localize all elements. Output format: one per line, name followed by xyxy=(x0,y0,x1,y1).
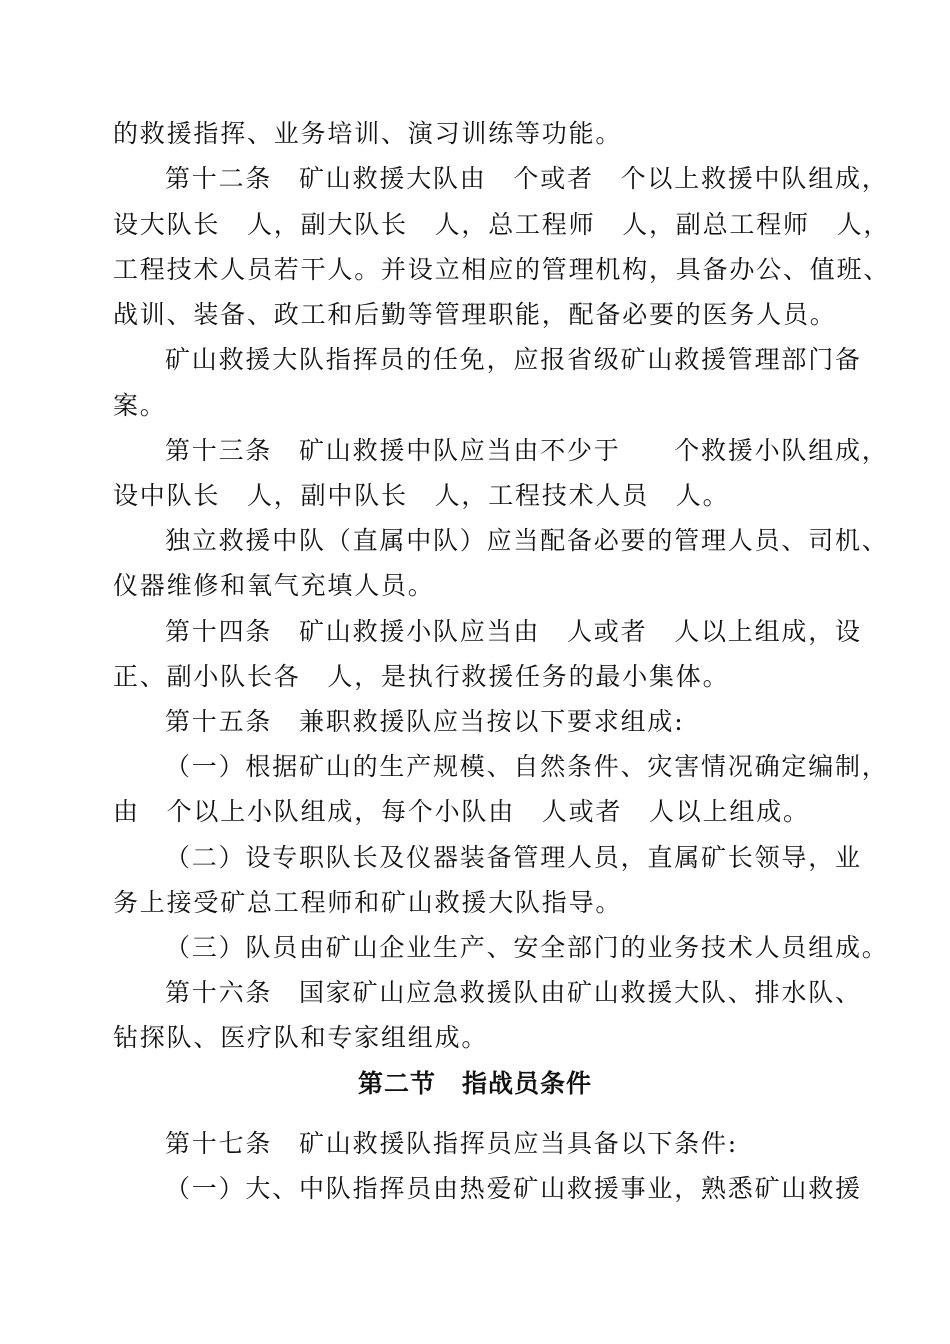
list-item-line: （一）大、中队指挥员由热爱矿山救援事业，熟悉矿山救援 xyxy=(165,1174,862,1203)
text-line: 战训、装备、政工和后勤等管理职能，配备必要的医务人员。 xyxy=(113,300,837,329)
text-line: 矿山救援大队指挥员的任免，应报省级矿山救援管理部门备 xyxy=(165,345,862,374)
list-item-line: （三）队员由矿山企业生产、安全部门的业务技术人员组成。 xyxy=(165,933,889,962)
text-line: 独立救援中队（直属中队）应当配备必要的管理人员、司机、 xyxy=(165,526,889,555)
article-16-line: 第十六条 国家矿山应急救援队由矿山救援大队、排水队、 xyxy=(165,978,862,1007)
text-line: 由 个以上小队组成，每个小队由 人或者 人以上组成。 xyxy=(113,797,810,826)
text-line: 案。 xyxy=(113,391,167,420)
text-line: 仪器维修和氧气充填人员。 xyxy=(113,571,435,600)
article-15-line: 第十五条 兼职救援队应当按以下要求组成: xyxy=(165,707,685,736)
text-line: 设大队长 人，副大队长 人，总工程师 人，副总工程师 人， xyxy=(113,210,891,239)
article-12-line: 第十二条 矿山救援大队由 个或者 个以上救援中队组成， xyxy=(165,164,889,193)
article-13-line: 第十三条 矿山救援中队应当由不少于 个救援小队组成， xyxy=(165,436,889,465)
text-line: 的救援指挥、业务培训、演习训练等功能。 xyxy=(113,119,623,148)
list-item-line: （一）根据矿山的生产规模、自然条件、灾害情况确定编制， xyxy=(165,752,889,781)
text-line: 钻探队、医疗队和专家组组成。 xyxy=(113,1023,489,1052)
text-line: 设中队长 人，副中队长 人，工程技术人员 人。 xyxy=(113,481,730,510)
text-line: 工程技术人员若干人。并设立相应的管理机构，具备办公、值班、 xyxy=(113,255,891,284)
article-17-line: 第十七条 矿山救援队指挥员应当具备以下条件: xyxy=(165,1129,739,1158)
list-item-line: （二）设专职队长及仪器装备管理人员，直属矿长领导，业 xyxy=(165,843,862,872)
article-14-line: 第十四条 矿山救援小队应当由 人或者 人以上组成，设 xyxy=(165,617,862,646)
text-line: 正、副小队长各 人，是执行救援任务的最小集体。 xyxy=(113,662,730,691)
text-line: 务上接受矿总工程师和矿山救援大队指导。 xyxy=(113,888,623,917)
section-heading: 第二节 指战员条件 xyxy=(357,1069,592,1098)
